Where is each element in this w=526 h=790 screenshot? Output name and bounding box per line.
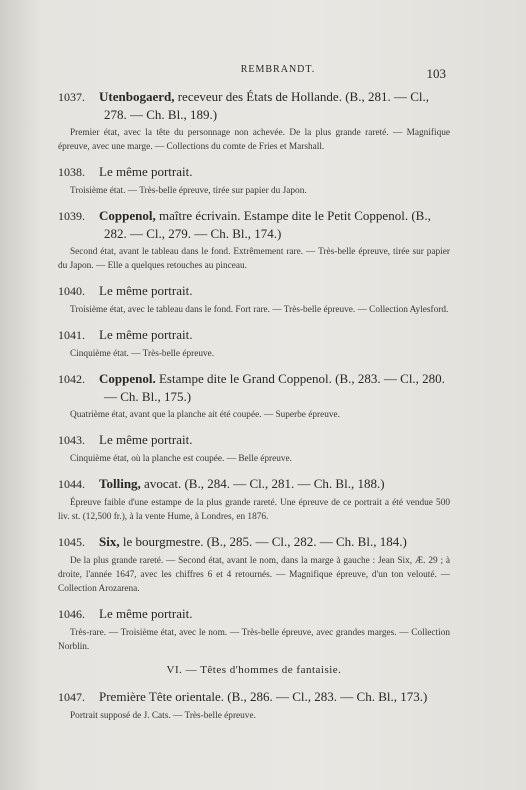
entry-description: Cinquième état. — Très-belle épreuve. — [70, 349, 215, 359]
entry-head — [58, 207, 450, 242]
entry-number: 1045. — [58, 535, 85, 549]
entry-name: Tolling, — [99, 476, 141, 491]
entry-head — [58, 475, 450, 493]
entry-title: Estampe dite le Grand Coppenol. (B., 283. — Cl., 280. — Ch. Bl., 175.) — [104, 371, 445, 404]
entry-description: Quatrième état, avant que la planche ait été coupée. — Superbe épreuve. — [70, 410, 341, 420]
entry-head — [58, 163, 450, 181]
catalogue-entry — [58, 605, 450, 654]
entry-number: 1046. — [58, 607, 85, 621]
entry-head — [58, 605, 450, 623]
catalogue-entry — [58, 370, 450, 422]
entry-description: Très-rare. — Troisième état, avec le nom. — Très-belle épreuve, avec grandes marges. — Collection Norblin. — [58, 628, 450, 652]
entry-number: 1041. — [58, 328, 85, 342]
entry-title: Première Tête orientale. (B., 286. — Cl., 283. — Ch. Bl., 173.) — [99, 689, 428, 704]
entry-list — [58, 88, 450, 654]
entry-number: 1037. — [58, 90, 85, 104]
entry-description: De la plus grande rareté. — Second état, avant le nom, dans la marge à gauche : Jean Six, Æ. 29 ; à droite, l'année 1647, avec les chiffres 6 et 4 retournés. — Magnifique épreuve, d'un ton velouté. — Collection Arozarena. — [58, 556, 450, 594]
entry-title: Le même portrait. — [99, 283, 193, 298]
entry-title: le bourgmestre. (B., 285. — Cl., 282. — Ch. Bl., 184.) — [119, 534, 407, 549]
entry-description: Portrait supposé de J. Cats. — Très-belle épreuve. — [70, 711, 256, 721]
entry-number: 1038. — [58, 165, 85, 179]
catalogue-entry — [58, 207, 450, 273]
running-head-title: REMBRANDT. — [240, 64, 316, 75]
entry-description: Premier état, avec la tête du personnage non achevée. De la plus grande rareté. — Magnifique épreuve, avec une marge. — Collections du comte de Fries et Marshall. — [58, 128, 450, 152]
entry-description: Troisième état. — Très-belle épreuve, tirée sur papier du Japon. — [70, 186, 307, 196]
entry-title: avocat. (B., 284. — Cl., 281. — Ch. Bl., 188.) — [140, 476, 385, 491]
entry-number: 1043. — [58, 433, 85, 447]
entry-name: Six, — [99, 534, 120, 549]
entry-title: Le même portrait. — [99, 606, 193, 621]
page-number: 103 — [426, 66, 446, 81]
entry-name: Utenbogaerd, — [99, 89, 175, 104]
entry-head — [58, 688, 450, 706]
catalogue-entry — [58, 533, 450, 596]
entry-description: Troisième état, avec le tableau dans le fond. Fort rare. — Très-belle épreuve. — Collection Aylesford. — [70, 305, 449, 315]
entry-number: 1039. — [58, 209, 85, 223]
entry-title: Le même portrait. — [99, 432, 193, 447]
entry-head — [58, 431, 450, 449]
entry-number: 1040. — [58, 284, 85, 298]
entry-head — [58, 88, 450, 123]
catalogue-entry — [58, 88, 450, 154]
entry-description: Cinquième état, où la planche est coupée. — Belle épreuve. — [70, 454, 293, 464]
entry-head — [58, 282, 450, 300]
section-heading-text: VI. — Têtes d'hommes de fantaisie. — [166, 664, 342, 676]
entry-head — [58, 533, 450, 551]
running-head — [0, 64, 526, 75]
entry-title: Le même portrait. — [99, 327, 193, 342]
entry-number: 1044. — [58, 477, 85, 491]
catalogue-entry — [58, 326, 450, 361]
entry-number: 1042. — [58, 372, 85, 386]
entry-description: Second état, avant le tableau dans le fond. Extrêmement rare. — Très-belle épreuve, tirée sur papier du Japon. — Elle a quelques retouches au pinceau. — [58, 247, 450, 271]
entry-description: Épreuve faible d'une estampe de la plus grande rareté. Une épreuve de ce portrait a été vendue 500 liv. st. (12,500 fr.), à la vente Hume, à Londres, en 1876. — [58, 498, 450, 522]
section-heading — [58, 664, 450, 676]
entry-head — [58, 370, 450, 405]
catalogue-entry-1047 — [58, 688, 450, 723]
entry-name: Coppenol. — [99, 371, 156, 386]
entry-title: Le même portrait. — [99, 164, 193, 179]
catalogue-content — [58, 88, 450, 732]
catalogue-entry — [58, 475, 450, 524]
entry-head — [58, 326, 450, 344]
entry-number: 1047. — [58, 690, 85, 704]
catalogue-entry — [58, 431, 450, 466]
entry-title: receveur des États de Hollande. (B., 281. — Cl., 278. — Ch. Bl., 189.) — [104, 89, 429, 122]
entry-title: maître écrivain. Estampe dite le Petit Coppenol. (B., 282. — Cl., 279. — Ch. Bl., 174.) — [104, 208, 431, 241]
catalogue-entry — [58, 282, 450, 317]
catalogue-entry — [58, 163, 450, 198]
entry-name: Coppenol, — [99, 208, 156, 223]
